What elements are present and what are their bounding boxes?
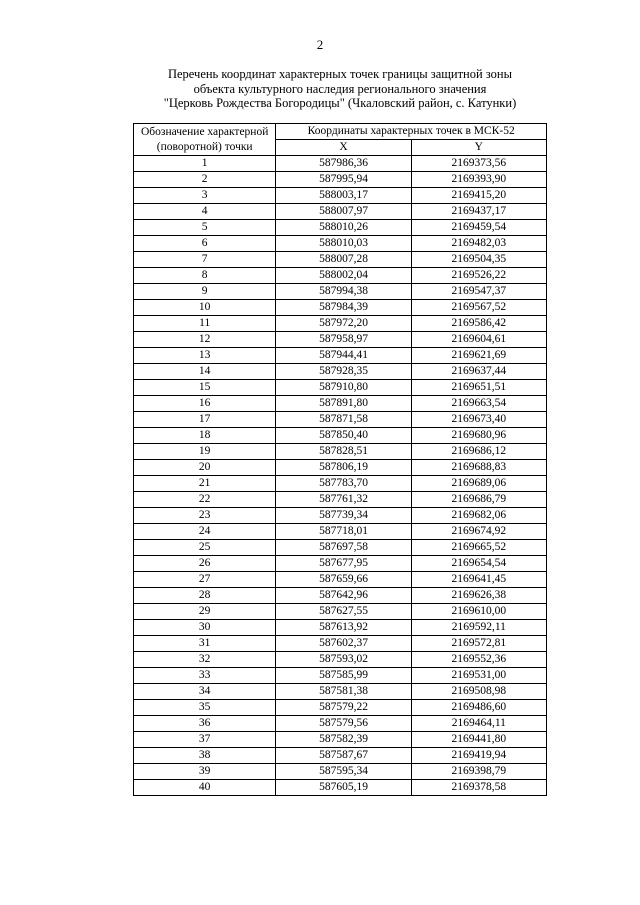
y-coordinate-cell: 2169531,00 (411, 668, 546, 684)
table-row (134, 348, 547, 364)
y-coordinate-cell: 2169415,20 (411, 188, 546, 204)
table-row (134, 508, 547, 524)
point-number-cell: 30 (134, 620, 276, 636)
point-number-cell: 35 (134, 700, 276, 716)
x-coordinate-cell: 587659,66 (276, 572, 411, 588)
table-row (134, 732, 547, 748)
table-row (134, 444, 547, 460)
y-coordinate-cell: 2169651,51 (411, 380, 546, 396)
x-coordinate-cell: 587806,19 (276, 460, 411, 476)
title-line-2: объекта культурного наследия регионального значения (193, 81, 487, 96)
x-coordinate-cell: 587697,58 (276, 540, 411, 556)
x-coordinate-cell: 587593,02 (276, 652, 411, 668)
point-number-cell: 16 (134, 396, 276, 412)
table-row (134, 636, 547, 652)
point-number-cell: 12 (134, 332, 276, 348)
y-coordinate-cell: 2169393,90 (411, 172, 546, 188)
x-coordinate-cell: 587587,67 (276, 748, 411, 764)
table-row (134, 540, 547, 556)
y-coordinate-cell: 2169547,37 (411, 284, 546, 300)
table-row (134, 780, 547, 796)
y-coordinate-cell: 2169610,00 (411, 604, 546, 620)
table-row (134, 268, 547, 284)
point-number-cell: 38 (134, 748, 276, 764)
table-row (134, 364, 547, 380)
y-coordinate-cell: 2169586,42 (411, 316, 546, 332)
y-coordinate-cell: 2169674,92 (411, 524, 546, 540)
table-row (134, 748, 547, 764)
y-coordinate-cell: 2169526,22 (411, 268, 546, 284)
title-line-3: "Церковь Рождества Богородицы" (Чкаловский район, с. Катунки) (163, 96, 517, 110)
y-coordinate-cell: 2169504,35 (411, 252, 546, 268)
y-coordinate-cell: 2169682,06 (411, 508, 546, 524)
y-coordinate-cell: 2169567,52 (411, 300, 546, 316)
y-coordinate-cell: 2169654,54 (411, 556, 546, 572)
header-x: X (276, 140, 411, 156)
y-coordinate-cell: 2169637,44 (411, 364, 546, 380)
y-coordinate-cell: 2169464,11 (411, 716, 546, 732)
point-number-cell: 21 (134, 476, 276, 492)
y-coordinate-cell: 2169552,36 (411, 652, 546, 668)
x-coordinate-cell: 587595,34 (276, 764, 411, 780)
x-coordinate-cell: 587995,94 (276, 172, 411, 188)
x-coordinate-cell: 588007,28 (276, 252, 411, 268)
y-coordinate-cell: 2169398,79 (411, 764, 546, 780)
header-coordinates: Координаты характерных точек в МСК-52 (276, 124, 547, 140)
point-number-cell: 19 (134, 444, 276, 460)
title-line-1: Перечень координат характерных точек границы защитной зоны (167, 67, 513, 81)
table-row (134, 188, 547, 204)
coordinates-table (133, 123, 547, 796)
x-coordinate-cell: 588003,17 (276, 188, 411, 204)
table-row (134, 492, 547, 508)
y-coordinate-cell: 2169641,45 (411, 572, 546, 588)
point-number-cell: 31 (134, 636, 276, 652)
x-coordinate-cell: 587761,32 (276, 492, 411, 508)
x-coordinate-cell: 587585,99 (276, 668, 411, 684)
x-coordinate-cell: 587677,95 (276, 556, 411, 572)
header-y: Y (411, 140, 546, 156)
table-row (134, 380, 547, 396)
y-coordinate-cell: 2169686,79 (411, 492, 546, 508)
x-coordinate-cell: 587891,80 (276, 396, 411, 412)
point-number-cell: 27 (134, 572, 276, 588)
point-number-cell: 4 (134, 204, 276, 220)
y-coordinate-cell: 2169572,81 (411, 636, 546, 652)
y-coordinate-cell: 2169626,38 (411, 588, 546, 604)
table-row (134, 700, 547, 716)
x-coordinate-cell: 587944,41 (276, 348, 411, 364)
point-number-cell: 6 (134, 236, 276, 252)
y-coordinate-cell: 2169665,52 (411, 540, 546, 556)
point-number-cell: 20 (134, 460, 276, 476)
y-coordinate-cell: 2169673,40 (411, 412, 546, 428)
point-number-cell: 11 (134, 316, 276, 332)
table-row (134, 620, 547, 636)
y-coordinate-cell: 2169621,69 (411, 348, 546, 364)
x-coordinate-cell: 587928,35 (276, 364, 411, 380)
point-number-cell: 22 (134, 492, 276, 508)
table-row (134, 524, 547, 540)
x-coordinate-cell: 587828,51 (276, 444, 411, 460)
point-number-cell: 39 (134, 764, 276, 780)
table-row (134, 460, 547, 476)
point-number-cell: 9 (134, 284, 276, 300)
table-row (134, 428, 547, 444)
point-number-cell: 34 (134, 684, 276, 700)
table-row (134, 668, 547, 684)
x-coordinate-cell: 588010,03 (276, 236, 411, 252)
document-title (120, 67, 560, 111)
x-coordinate-cell: 587602,37 (276, 636, 411, 652)
x-coordinate-cell: 587582,39 (276, 732, 411, 748)
table-row (134, 220, 547, 236)
x-coordinate-cell: 587581,38 (276, 684, 411, 700)
y-coordinate-cell: 2169419,94 (411, 748, 546, 764)
table-row (134, 604, 547, 620)
table-row (134, 284, 547, 300)
point-number-cell: 26 (134, 556, 276, 572)
point-number-cell: 7 (134, 252, 276, 268)
y-coordinate-cell: 2169486,60 (411, 700, 546, 716)
x-coordinate-cell: 587642,96 (276, 588, 411, 604)
x-coordinate-cell: 587986,36 (276, 156, 411, 172)
point-number-cell: 36 (134, 716, 276, 732)
table-row (134, 476, 547, 492)
y-coordinate-cell: 2169482,03 (411, 236, 546, 252)
table-row (134, 316, 547, 332)
x-coordinate-cell: 587994,38 (276, 284, 411, 300)
x-coordinate-cell: 587972,20 (276, 316, 411, 332)
y-coordinate-cell: 2169441,80 (411, 732, 546, 748)
y-coordinate-cell: 2169373,56 (411, 156, 546, 172)
x-coordinate-cell: 588010,26 (276, 220, 411, 236)
x-coordinate-cell: 588007,97 (276, 204, 411, 220)
point-number-cell: 17 (134, 412, 276, 428)
x-coordinate-cell: 587739,34 (276, 508, 411, 524)
table-row (134, 572, 547, 588)
x-coordinate-cell: 587605,19 (276, 780, 411, 796)
y-coordinate-cell: 2169378,58 (411, 780, 546, 796)
table-row (134, 300, 547, 316)
point-number-cell: 14 (134, 364, 276, 380)
y-coordinate-cell: 2169459,54 (411, 220, 546, 236)
y-coordinate-cell: 2169437,17 (411, 204, 546, 220)
table-row (134, 396, 547, 412)
x-coordinate-cell: 587910,80 (276, 380, 411, 396)
x-coordinate-cell: 588002,04 (276, 268, 411, 284)
table-row (134, 716, 547, 732)
x-coordinate-cell: 587718,01 (276, 524, 411, 540)
x-coordinate-cell: 587579,22 (276, 700, 411, 716)
point-number-cell: 3 (134, 188, 276, 204)
point-number-cell: 1 (134, 156, 276, 172)
table-row (134, 332, 547, 348)
table-row (134, 588, 547, 604)
table-row (134, 412, 547, 428)
table-row (134, 556, 547, 572)
x-coordinate-cell: 587984,39 (276, 300, 411, 316)
y-coordinate-cell: 2169680,96 (411, 428, 546, 444)
point-number-cell: 18 (134, 428, 276, 444)
header-point-designation: Обозначение характерной (поворотной) точки (134, 124, 276, 156)
table-row (134, 652, 547, 668)
y-coordinate-cell: 2169604,61 (411, 332, 546, 348)
y-coordinate-cell: 2169689,06 (411, 476, 546, 492)
point-number-cell: 28 (134, 588, 276, 604)
table-header-row (134, 124, 547, 140)
table-row (134, 172, 547, 188)
x-coordinate-cell: 587958,97 (276, 332, 411, 348)
x-coordinate-cell: 587627,55 (276, 604, 411, 620)
point-number-cell: 40 (134, 780, 276, 796)
page-number: 2 (316, 37, 324, 52)
y-coordinate-cell: 2169663,54 (411, 396, 546, 412)
point-number-cell: 37 (134, 732, 276, 748)
point-number-cell: 23 (134, 508, 276, 524)
x-coordinate-cell: 587850,40 (276, 428, 411, 444)
point-number-cell: 15 (134, 380, 276, 396)
y-coordinate-cell: 2169686,12 (411, 444, 546, 460)
point-number-cell: 10 (134, 300, 276, 316)
point-number-cell: 5 (134, 220, 276, 236)
point-number-cell: 8 (134, 268, 276, 284)
table-row (134, 684, 547, 700)
table-row (134, 204, 547, 220)
table-body (134, 156, 547, 796)
point-number-cell: 13 (134, 348, 276, 364)
y-coordinate-cell: 2169688,83 (411, 460, 546, 476)
y-coordinate-cell: 2169508,98 (411, 684, 546, 700)
y-coordinate-cell: 2169592,11 (411, 620, 546, 636)
point-number-cell: 25 (134, 540, 276, 556)
point-number-cell: 24 (134, 524, 276, 540)
table-row (134, 156, 547, 172)
table-row (134, 252, 547, 268)
x-coordinate-cell: 587579,56 (276, 716, 411, 732)
point-number-cell: 29 (134, 604, 276, 620)
point-number-cell: 33 (134, 668, 276, 684)
table-row (134, 236, 547, 252)
x-coordinate-cell: 587783,70 (276, 476, 411, 492)
point-number-cell: 2 (134, 172, 276, 188)
x-coordinate-cell: 587871,58 (276, 412, 411, 428)
point-number-cell: 32 (134, 652, 276, 668)
table-row (134, 764, 547, 780)
x-coordinate-cell: 587613,92 (276, 620, 411, 636)
